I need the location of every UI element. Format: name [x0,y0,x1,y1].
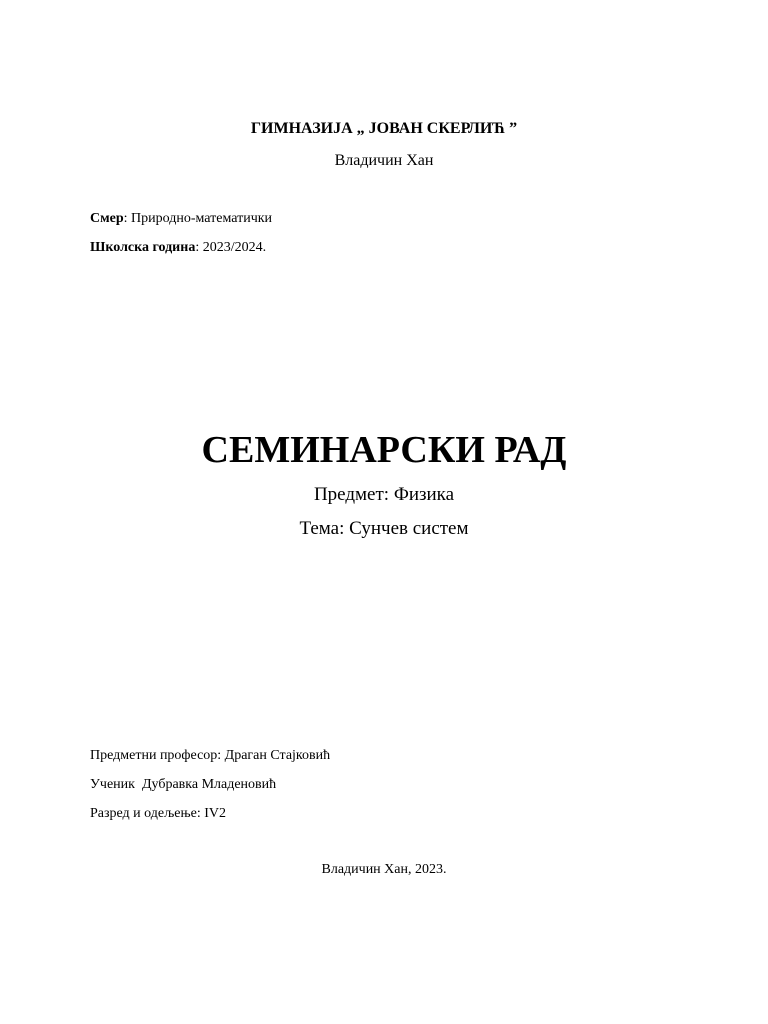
topic-line: Тема: Сунчев систем [299,518,469,539]
direction-label: Смер [90,211,124,226]
place-date: Владичин Хан, 2023. [321,862,447,877]
school-year-line [90,240,266,256]
class-line: Разред и одељење: IV2 [90,806,227,821]
school-year-label: Школска година [90,240,196,255]
direction-line [90,211,272,227]
city-name: Владичин Хан [334,152,434,169]
direction-value: : Природно-математички [123,211,273,226]
document-title: СЕМИНАРСКИ РАД [201,429,567,471]
school-year-value: : 2023/2024. [195,240,267,255]
student-line: Ученик Дубравка Младеновић [90,777,277,792]
professor-line: Предметни професор: Драган Стајковић [90,748,331,763]
school-name: ГИМНАЗИЈА „ ЈОВАН СКЕРЛИЋ ” [250,120,518,137]
subject-line: Предмет: Физика [313,484,455,505]
